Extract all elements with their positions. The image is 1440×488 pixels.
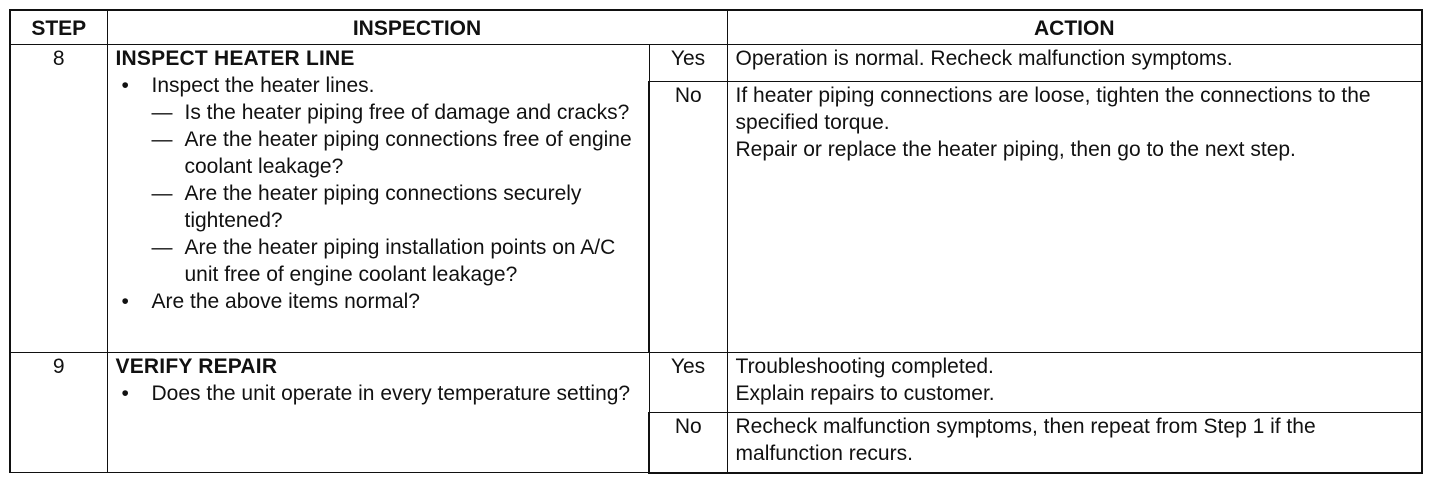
action-yes <box>727 45 1422 82</box>
action-line: Recheck malfunction symptoms, then repeat from Step 1 if the malfunction recurs. <box>735 415 1316 465</box>
inspection-bullet <box>116 380 641 407</box>
subitem-text: Are the heater piping installation points on A/C unit free of engine coolant leakage? <box>184 236 616 286</box>
step-title: INSPECT HEATER LINE <box>115 47 355 70</box>
action-no <box>727 413 1422 473</box>
action-line: Troubleshooting completed. <box>735 355 994 378</box>
step-title: VERIFY REPAIR <box>115 355 278 378</box>
step-number: 9 <box>10 353 107 473</box>
action-yes <box>727 353 1422 413</box>
header-row <box>10 10 1422 45</box>
action-no <box>727 82 1422 353</box>
bullet-text: Are the above items normal? <box>151 290 420 313</box>
answer-yes: Yes <box>649 353 727 413</box>
inspection-subitem <box>116 180 641 234</box>
step-9-yes-row <box>10 353 1422 413</box>
step-inspection <box>107 45 649 353</box>
bullet-text: Inspect the heater lines. <box>151 74 375 97</box>
action-line: Repair or replace the heater piping, then go to the next step. <box>735 138 1296 161</box>
bullet-text: Does the unit operate in every temperature setting? <box>151 382 631 405</box>
bullet-glyph: • <box>121 382 129 405</box>
subitem-text: Are the heater piping connections securely tightened? <box>184 182 582 232</box>
answer-no: No <box>649 413 727 473</box>
answer-yes: Yes <box>649 45 727 82</box>
troubleshooting-table <box>9 9 1423 474</box>
dash-glyph: — <box>151 236 173 259</box>
step-number: 8 <box>10 45 107 353</box>
step-8-yes-row <box>10 45 1422 82</box>
bullet-glyph: • <box>121 290 129 313</box>
header-action: ACTION <box>727 10 1422 45</box>
dash-glyph: — <box>151 101 173 124</box>
action-line: Explain repairs to customer. <box>735 382 995 405</box>
dash-glyph: — <box>151 182 173 205</box>
inspection-bullet <box>116 288 641 315</box>
inspection-subitem <box>116 126 641 180</box>
subitem-text: Are the heater piping connections free of engine coolant leakage? <box>184 128 632 178</box>
inspection-subitem <box>116 99 641 126</box>
action-line: If heater piping connections are loose, tighten the connections to the specified torque. <box>735 84 1371 134</box>
answer-no: No <box>649 82 727 353</box>
header-step: STEP <box>10 10 107 45</box>
inspection-bullet <box>116 72 641 99</box>
header-inspection: INSPECTION <box>107 10 727 45</box>
subitem-text: Is the heater piping free of damage and cracks? <box>184 101 630 124</box>
action-line: Operation is normal. Recheck malfunction symptoms. <box>735 47 1233 70</box>
inspection-subitem <box>116 234 641 288</box>
bullet-glyph: • <box>121 74 129 97</box>
step-inspection <box>107 353 649 473</box>
dash-glyph: — <box>151 128 173 151</box>
